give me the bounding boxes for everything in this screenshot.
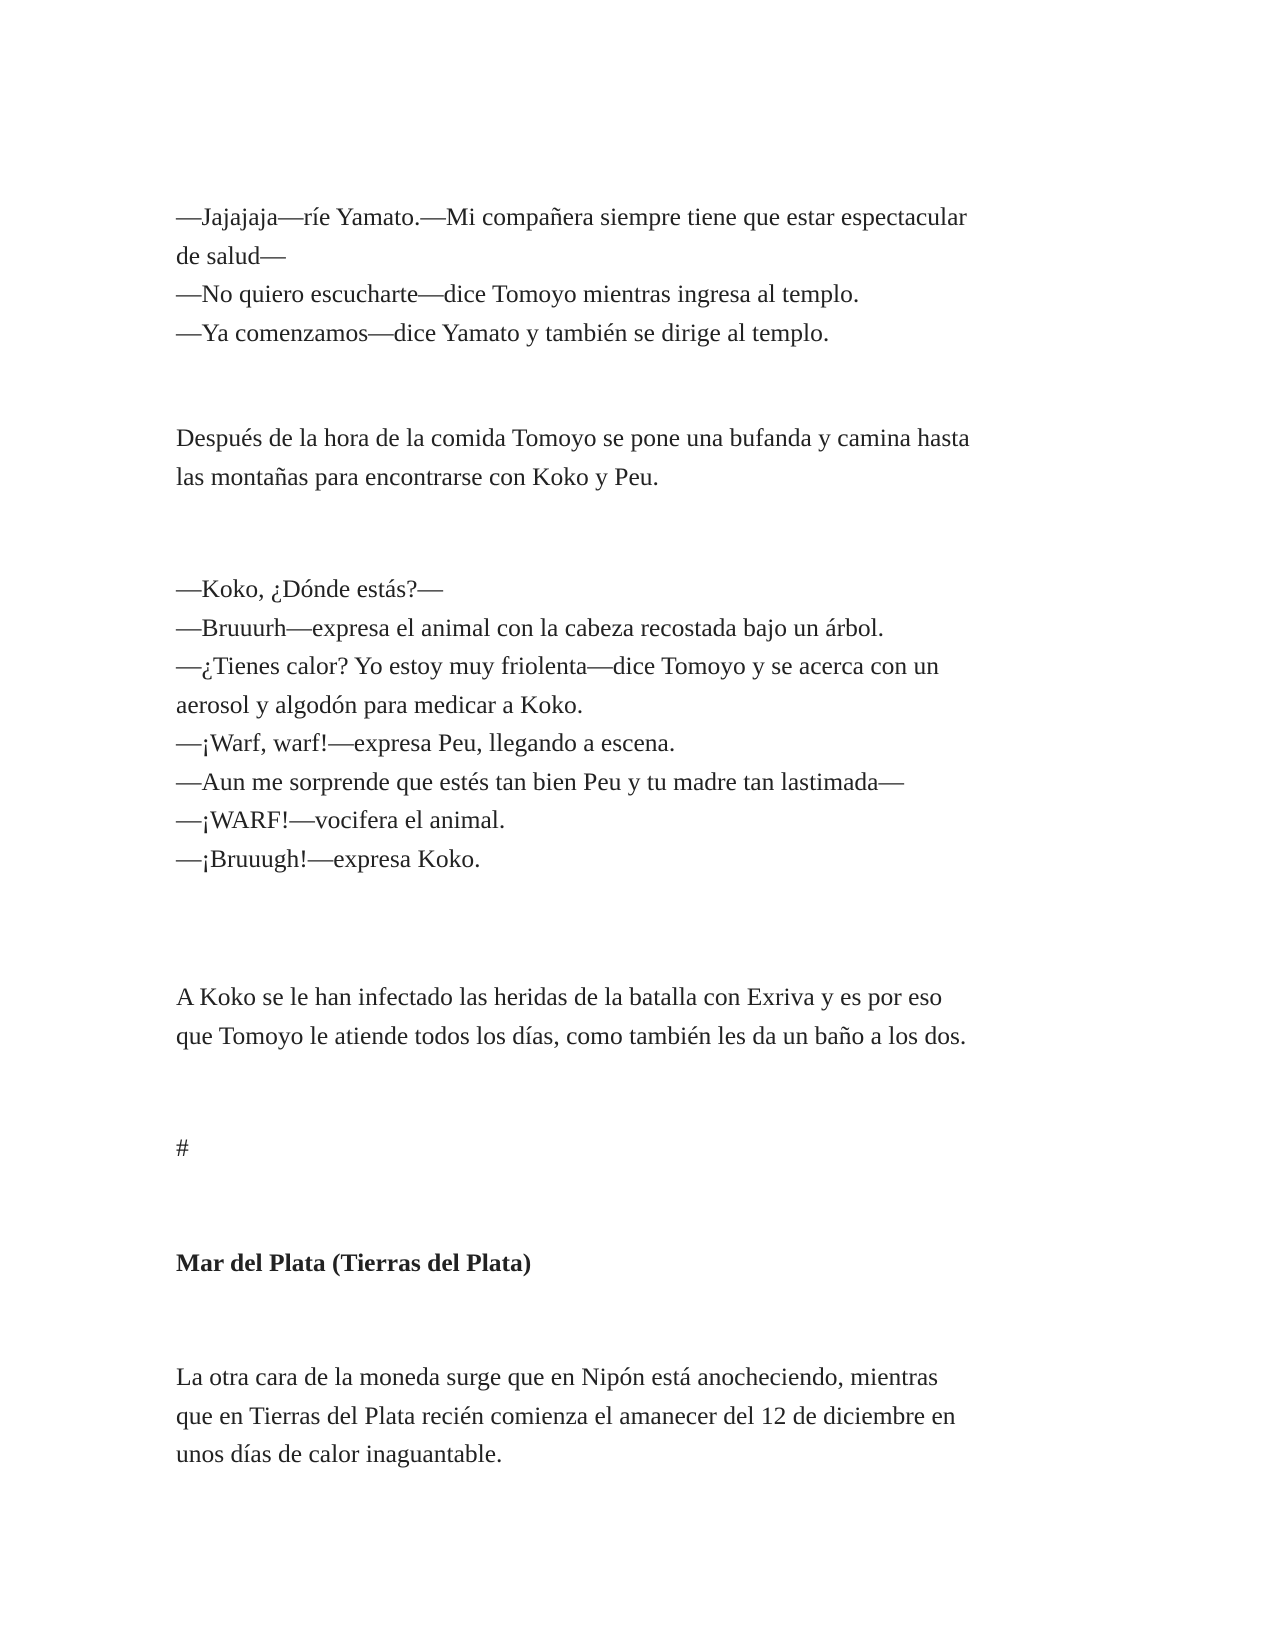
dialogue-line: —¡WARF!—vocifera el animal. [176, 805, 506, 834]
dialogue-line: —¿Tienes calor? Yo estoy muy friolenta—dice Tomoyo y se acerca con un [176, 651, 940, 680]
separator-mark: # [176, 1133, 189, 1162]
dialogue-line: de salud— [176, 240, 286, 270]
dialogue-line: aerosol y algodón para medicar a Koko. [176, 689, 584, 719]
paragraph-line: que en Tierras del Plata recién comienza el amanecer del 12 de diciembre en [176, 1400, 956, 1430]
dialogue-line: —Aun me sorprende que estés tan bien Peu y tu madre tan lastimada— [176, 766, 904, 796]
paragraph-line: Después de la hora de la comida Tomoyo se pone una bufanda y camina hasta [176, 423, 970, 452]
section-heading [176, 1244, 1096, 1283]
paragraph-line: que Tomoyo le atiende todos los días, como también les da un baño a los dos. [176, 1020, 967, 1050]
section-heading-text: Mar del Plata (Tierras del Plata) [176, 1248, 532, 1277]
dialogue-line: —¡Warf, warf!—expresa Peu, llegando a escena. [176, 728, 676, 757]
paragraph-line: las montañas para encontrarse con Koko y Peu. [176, 461, 659, 491]
scene-separator [176, 1129, 1096, 1168]
dialogue-block-temple [176, 198, 1096, 352]
paragraph-line: unos días de calor inaguantable. [176, 1439, 503, 1468]
paragraph-line: A Koko se le han infectado las heridas de la batalla con Exriva y es por eso [176, 982, 943, 1011]
dialogue-line: —Koko, ¿Dónde estás?— [176, 574, 443, 603]
narrative-paragraph-mountains [176, 419, 1096, 496]
narrative-paragraph-wounds [176, 978, 1096, 1055]
narrative-paragraph-mar-del-plata [176, 1358, 1096, 1474]
dialogue-line: —¡Bruuugh!—expresa Koko. [176, 843, 481, 873]
dialogue-line: —Jajajaja—ríe Yamato.—Mi compañera siempre tiene que estar espectacular [176, 202, 967, 231]
dialogue-line: —No quiero escucharte—dice Tomoyo mientras ingresa al templo. [176, 279, 860, 308]
dialogue-line: —Ya comenzamos—dice Yamato y también se dirige al templo. [176, 317, 830, 347]
dialogue-block-koko [176, 570, 1096, 878]
paragraph-line: La otra cara de la moneda surge que en Nipón está anocheciendo, mientras [176, 1362, 939, 1391]
dialogue-line: —Bruuurh—expresa el animal con la cabeza recostada bajo un árbol. [176, 612, 885, 642]
